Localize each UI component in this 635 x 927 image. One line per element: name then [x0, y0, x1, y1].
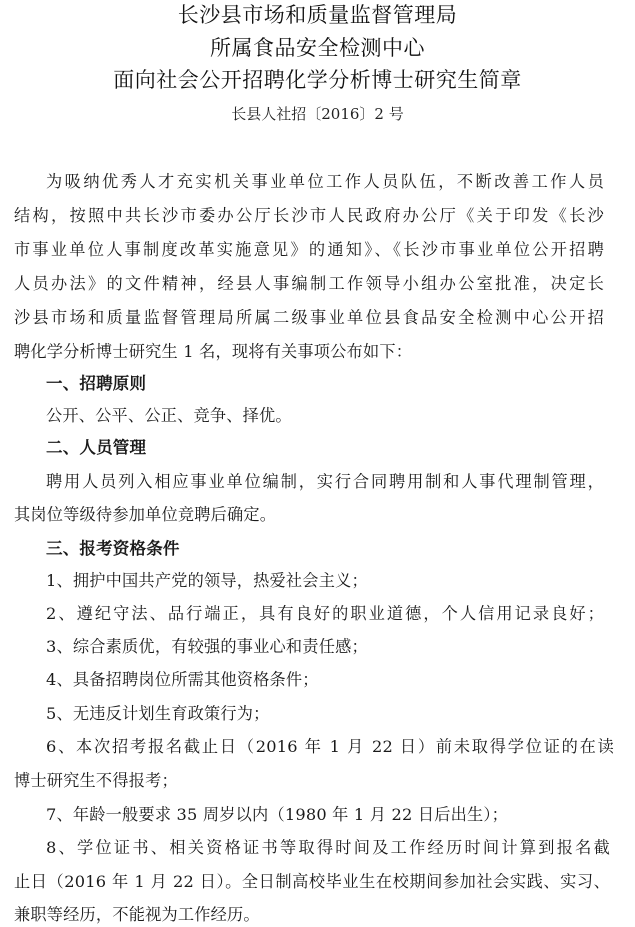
section-3-heading: 三、报考资格条件: [46, 539, 180, 558]
title-line-2: 所属食品安全检测中心: [210, 36, 425, 60]
section-2-line-2: 其岗位等级待参加单位竞聘后确定。: [14, 505, 277, 524]
title-line-3: 面向社会公开招聘化学分析博士研究生简章: [113, 68, 522, 92]
intro-line-2: 结构，按照中共长沙市委办公厅长沙市人民政府办公厅《关于印发《长沙: [14, 206, 604, 225]
section-3-item-2: 2、遵纪守法、品行端正，具有良好的职业道德，个人信用记录良好；: [46, 604, 604, 623]
intro-line-6: 聘化学分析博士研究生 1 名，现将有关事项公布如下：: [14, 342, 413, 361]
section-3-item-7: 7、年龄一般要求 35 周岁以内（1980 年 1 月 22 日后出生）；: [46, 805, 509, 824]
intro-line-1: 为吸纳优秀人才充实机关事业单位工作人员队伍，不断改善工作人员: [46, 172, 604, 191]
title-line-1: 长沙县市场和质量监督管理局: [177, 3, 458, 27]
section-3-item-6: 6、本次招考报名截止日（2016 年 1 月 22 日）前未取得学位证的在读: [46, 737, 614, 756]
section-3-item-8-cont-2: 兼职等经历，不能视为工作经历。: [14, 905, 260, 924]
section-2-line-1: 聘用人员列入相应事业单位编制，实行合同聘用制和人事代理制管理，: [46, 472, 604, 491]
document-number: 长县人社招〔2016〕2 号: [231, 105, 404, 123]
section-3-item-5: 5、无违反计划生育政策行为；: [46, 704, 270, 723]
section-3-item-4: 4、具备招聘岗位所需其他资格条件；: [46, 670, 319, 689]
intro-line-4: 人员办法》的文件精神，经县人事编制工作领导小组办公室批准，决定长: [14, 274, 604, 293]
section-3-item-8-cont: 止日（2016 年 1 月 22 日）。全日制高校毕业生在校期间参加社会实践、实习、: [14, 872, 610, 891]
section-3-item-6-cont: 博士研究生不得报考；: [14, 771, 178, 790]
section-1-heading: 一、招聘原则: [46, 374, 147, 393]
section-3-item-8: 8、学位证书、相关资格证书等取得时间及工作经历时间计算到报名截: [46, 838, 610, 857]
section-3-item-3: 3、综合素质优，有较强的事业心和责任感；: [46, 637, 368, 656]
section-2-heading: 二、人员管理: [46, 438, 147, 457]
section-1-text: 公开、公平、公正、竞争、择优。: [46, 406, 292, 425]
intro-line-3: 市事业单位人事制度改革实施意见》的通知》、《长沙市事业单位公开招聘: [14, 240, 604, 259]
section-3-item-1: 1、拥护中国共产党的领导，热爱社会主义；: [46, 571, 368, 590]
intro-line-5: 沙县市场和质量监督管理局所属二级事业单位县食品安全检测中心公开招: [14, 308, 604, 327]
